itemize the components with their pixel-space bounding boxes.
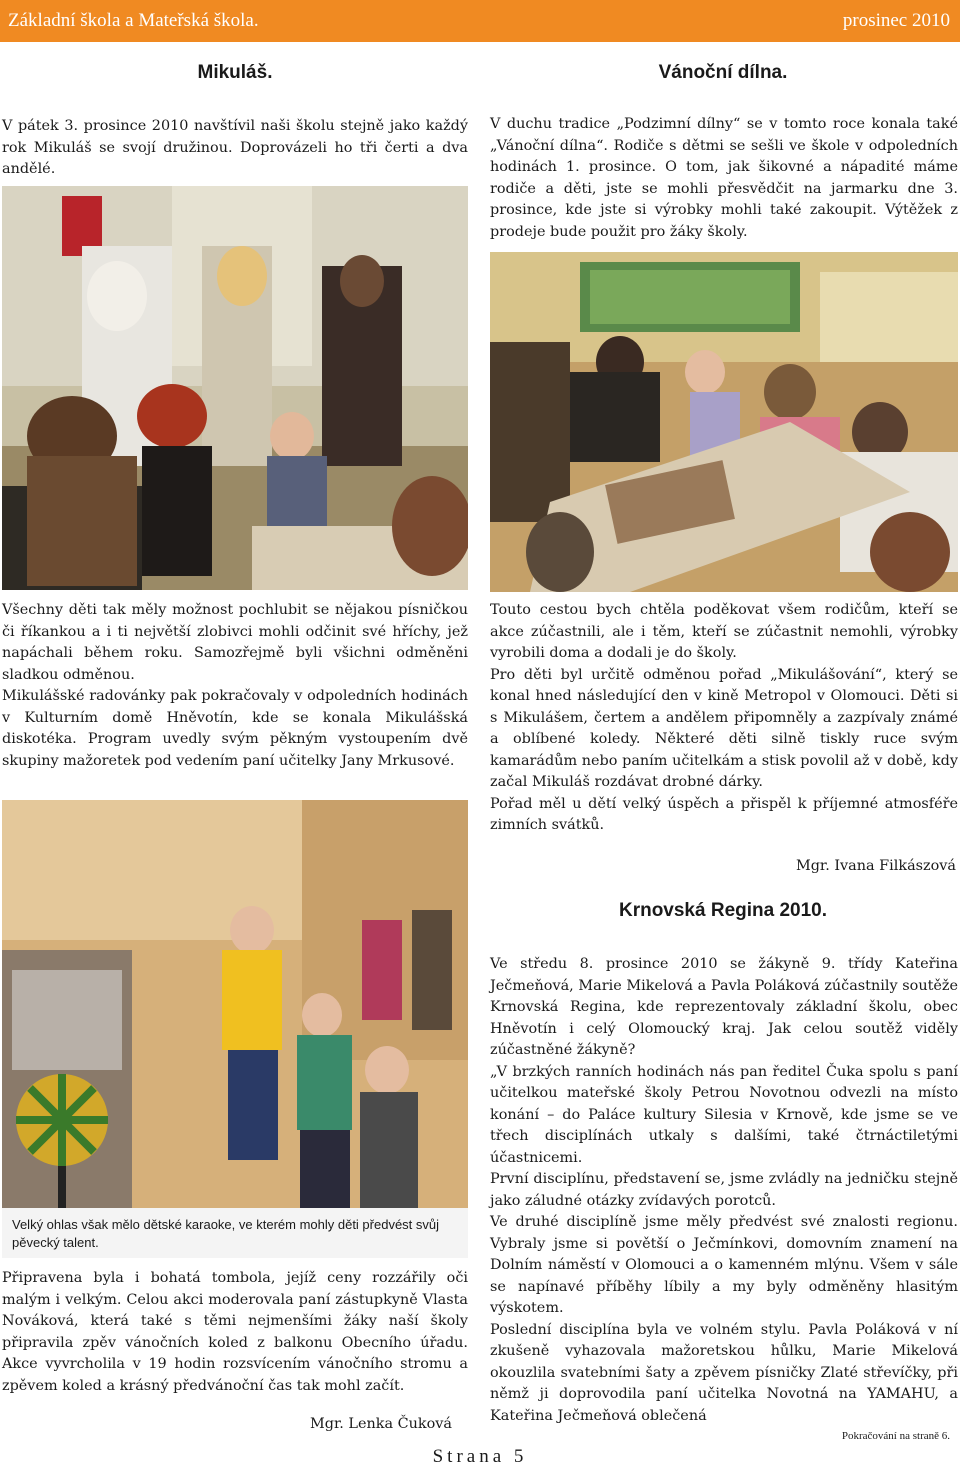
karaoke-caption-box: [2, 1208, 468, 1258]
vanocni-title: Vánoční dílna.: [658, 62, 788, 83]
issue-date: prosinec 2010: [842, 10, 950, 31]
regina-title: Krnovská Regina 2010.: [618, 900, 828, 921]
regina-p2: „V brzkých ranních hodinách nás pan ředitel Čuka spolu s paní učitelkou mateřské školy Petrou Novotnou odvezli na místo konání – do Paláce kultury Silesia v Krnově, kde jsme se ve třech disciplínách utkaly s dalšími, také čtrnáctiletými účastnicemi.: [490, 1063, 958, 1166]
karaoke-caption: Velký ohlas však mělo dětské karaoke, ve kterém mohly děti předvést svůj pěvecký talent.: [12, 1217, 440, 1250]
page-number: Strana 5: [432, 1446, 528, 1467]
mikulas-paragraphs: [2, 600, 468, 772]
mikulas-p1: Všechny děti tak měly možnost pochlubit se nějakou písničkou či říkankou a i ti největší zlobivci mohli odčinit své hříchy, jež napáchali během roku. Samozřejmě byli všichni odměněni sladkou odměnou.: [2, 602, 468, 683]
page-header: [0, 0, 960, 42]
school-name: Základní škola a Mateřská škola.: [8, 10, 259, 31]
mikulas-photo: [2, 186, 468, 590]
regina-p5: Poslední disciplína byla ve volném stylu. Pavla Poláková v ní zkušeně vyhazovala mažoretskou hůlku, Marie Mikelová okouzlila svatebními šaty a zpěvem písničky Zlaté střevíčky, při němž ji doprovodila paní učitelka Novotná na YAMAHU, a Kateřina Ječmeňová oblečená: [490, 1321, 958, 1424]
regina-p1: Ve středu 8. prosince 2010 se žákyně 9. třídy Kateřina Ječmeňová, Marie Mikelová a Pavla Poláková zúčastnily soutěže Krnovská Regina, kde reprezentovaly základní školu, obec Hněvotín i celý Olomoucký kraj. Jak celou soutěž viděly zúčastněné žákyně?: [490, 956, 958, 1058]
vanocni-p4: Pořad měl u dětí velký úspěch a přispěl k příjemné atmosféře zimních svátků.: [490, 795, 958, 833]
continued-note: Pokračování na straně 6.: [841, 1430, 950, 1442]
vanocni-p2: Touto cestou bych chtěla poděkovat všem rodičům, kteří se akce zúčastnili, ale i těm, kteří se zúčastnit nemohli, výrobky vyrobili doma a dodali je do školy.: [490, 602, 958, 661]
regina-paragraphs: [490, 954, 958, 1427]
vanocni-paragraphs: [490, 600, 958, 837]
regina-p3: První disciplínu, představení se, jsme zvládly na jedničku stejně jako záludné otázky zvídavých porotců.: [490, 1171, 958, 1209]
regina-p4: Ve druhé disciplíně jsme měly předvést své znalosti regionu. Vybraly jsme si povětší o Ječmínkovi, domovním znamení na Dolním náměstí v Olomouci a o kamenném mlýnu. Všem v sále se napínavé příběhy líbily a my byly odměněny hlasitým výskotem.: [490, 1214, 958, 1316]
mikulas-p3: Připravena byla i bohatá tombola, jejíž ceny rozzářily oči malým i velkým. Celou akci moderovala paní zástupkyně Vlasta Nováková, která také s těmi nejmenšími žáky naší školy připravila zpěv vánočních koled z balkonu Obecního úřadu. Akce vyvrcholila v 19 hodin rozsvícením vánočního stromu a zpěvem koled a krásný předvánoční čas tak mohl začít.: [2, 1270, 468, 1394]
vanocni-p3: Pro děti byl určitě odměnou pořad „Mikulášování“, který se konal hned následující den v kině Metropol v Olomouci. Děti si s Mikulášem, čertem a andělem připomněly a zazpívaly známé a oblíbené koledy. Některé děti silně tiskly ruce svým kamarádům nebo paním učitelkám a stisk povolil až v době, kdy začal Mikuláš rozdávat drobné dárky.: [490, 666, 958, 790]
vanocni-p1: V duchu tradice „Podzimní dílny“ se v tomto roce konala také „Vánoční dílna“. Rodiče s dětmi se sešli ve škole v odpoledních hodinách 1. prosince. O tom, jak šikovné a nápadité máme rodiče a děti, jste se mohli přesvědčit na jarmarku dne 3. prosince, kde jste si výrobky mohli také zakoupit. Výtěžek z prodeje bude použit pro žáky školy.: [490, 116, 958, 240]
mikulas-p2: Mikulášské radovánky pak pokračovaly v odpoledních hodinách v Kulturním domě Hněvotín, kde se konala Mikulášská diskotéka. Program uvedly svým pěkným vystoupením dvě skupiny mažoretek pod vedením paní učitelky Jany Mrkusové.: [2, 688, 468, 769]
mikulas-title: Mikuláš.: [197, 62, 273, 83]
karaoke-photo: [2, 800, 468, 1210]
mikulas-signature: Mgr. Lenka Čuková: [310, 1416, 452, 1432]
vanocni-signature: Mgr. Ivana Filkászová: [795, 858, 956, 874]
workshop-photo: [490, 252, 958, 592]
mikulas-intro: V pátek 3. prosince 2010 navštívil naši školu stejně jako každý rok Mikuláš se svojí družinou. Doprovázeli ho tři čerti a dva andělé.: [2, 118, 468, 177]
